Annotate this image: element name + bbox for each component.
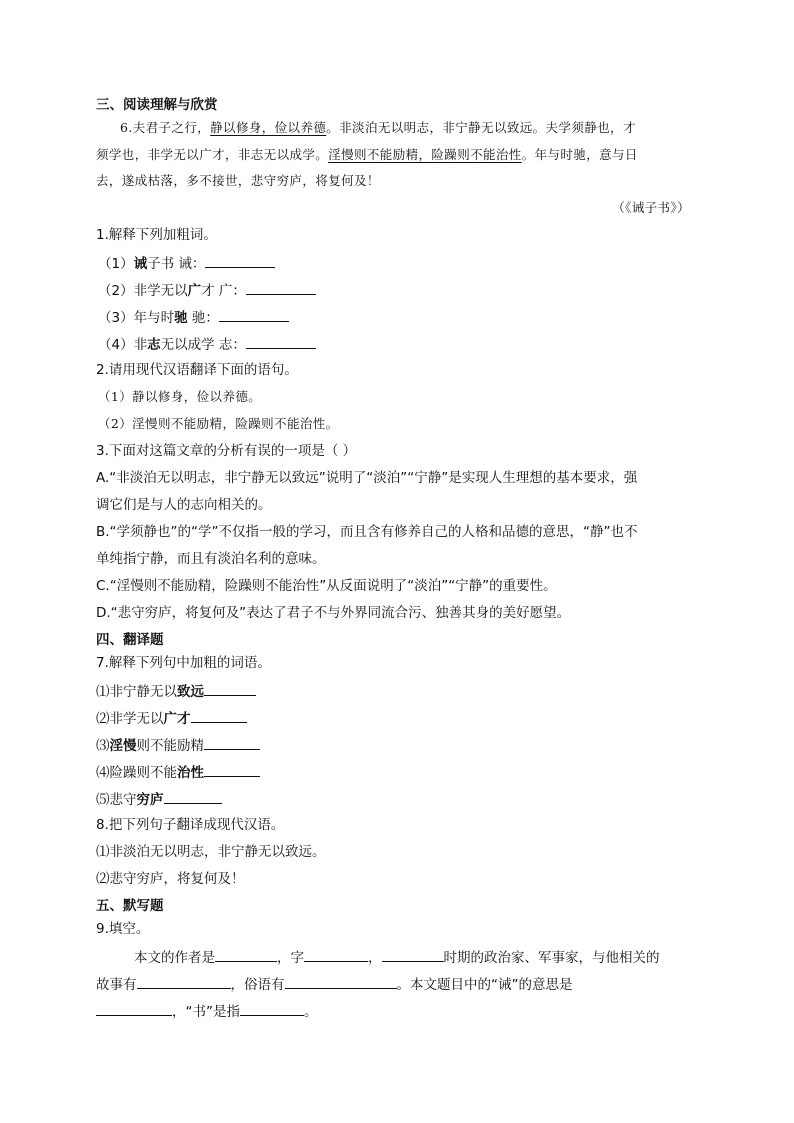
answer-blank[interactable] (137, 974, 231, 989)
fill-line-2 (96, 974, 573, 994)
answer-blank[interactable] (204, 681, 256, 696)
item-text: （1） (98, 256, 134, 272)
passage-line-3: 去，遂成枯落，多不接世，悲守穷庐，将复何及！ (96, 173, 380, 188)
fill-text: 。 (304, 1004, 318, 1020)
item-text: 才 广： (201, 283, 246, 299)
bold-word: 穷庐 (136, 792, 164, 808)
question-7-stem: 7.解释下列句中加粗的词语。 (96, 655, 271, 671)
item-text: 则不能励精 (136, 738, 204, 754)
answer-blank[interactable] (204, 762, 260, 777)
item-text: ⑴非宁静无以 (96, 684, 177, 700)
bold-word: 广 (187, 283, 202, 299)
answer-blank[interactable] (285, 974, 397, 989)
section-3-title: 三、阅读理解与欣赏 (96, 97, 218, 113)
question-2-sentence-2: （2）淫慢则不能励精，险躁则不能治性。 (98, 416, 339, 431)
passage-text: 6.夫君子之行， (120, 120, 211, 135)
question-2-stem: 2.请用现代汉语翻译下面的语句。 (96, 362, 298, 378)
answer-blank[interactable] (96, 1001, 172, 1016)
item-text: ⑸悲守 (96, 792, 137, 808)
fill-line-1 (134, 947, 660, 967)
question-7-item-3 (96, 735, 260, 755)
question-1-item-2 (98, 280, 316, 300)
option-b-line-2: 单纯指宁静，而且有淡泊名利的意味。 (96, 551, 326, 567)
fill-line-3 (96, 1001, 318, 1021)
passage-text: 。非淡泊无以明志，非宁静无以致远。夫学须静也，才 (326, 120, 636, 135)
fill-text: ，“书”是指 (172, 1004, 240, 1020)
answer-blank[interactable] (204, 735, 260, 750)
answer-blank[interactable] (191, 708, 247, 723)
answer-blank[interactable] (240, 1001, 304, 1016)
question-8-sentence-1: ⑴非淡泊无以明志，非宁静无以致远。 (96, 844, 326, 860)
bold-word: 诫 (133, 256, 148, 272)
underlined-phrase: 淫慢则不能励精，险躁则不能治性 (328, 147, 522, 162)
item-text: 驰： (187, 310, 219, 326)
item-text: ⑵非学无以 (96, 711, 164, 727)
section-5-title: 五、默写题 (96, 898, 164, 914)
bold-word: 广才 (163, 711, 191, 727)
option-a-line-1: A.“非淡泊无以明志，非宁静无以致远”说明了“淡泊”“宁静”是实现人生理想的基本要求，强 (96, 470, 638, 486)
question-7-item-2 (96, 708, 247, 728)
question-8-stem: 8.把下列句子翻译成现代汉语。 (96, 817, 285, 833)
item-text: 无以成学 志： (160, 337, 246, 353)
passage-text: 须学也，非学无以广才，非志无以成学。 (96, 147, 329, 162)
option-a-line-2: 调它们是与人的志向相关的。 (96, 497, 272, 513)
answer-blank[interactable] (304, 947, 368, 962)
answer-blank[interactable] (246, 280, 316, 295)
item-text: 子书 诫： (147, 256, 206, 272)
fill-text: ，俗语有 (230, 977, 285, 993)
bold-word: 驰 (174, 310, 188, 326)
question-8-sentence-2: ⑵悲守穷庐，将复何及！ (96, 871, 245, 887)
item-text: （3）年与时 (98, 310, 175, 326)
fill-text: 故事有 (96, 977, 137, 993)
question-2-sentence-1: （1）静以修身，俭以养德。 (98, 389, 262, 404)
question-3-stem: 3.下面对这篇文章的分析有误的一项是（ ） (96, 443, 357, 459)
bold-word: 致远 (177, 684, 204, 700)
option-c: C.“淫慢则不能励精，险躁则不能治性”从反面说明了“淡泊”“宁静”的重要性。 (96, 578, 557, 594)
item-text: （4）非 (98, 337, 148, 353)
question-1-item-4 (98, 334, 316, 354)
underlined-phrase: 静以修身，俭以养德 (210, 120, 327, 135)
fill-text: ， (368, 950, 382, 966)
passage-line-2 (96, 146, 638, 164)
bold-word: 治性 (177, 765, 204, 781)
fill-text: ，字 (277, 950, 304, 966)
passage-source: （《诫子书》） (612, 200, 690, 215)
question-1-item-3 (98, 307, 289, 327)
option-d: D.“悲守穷庐，将复何及”表达了君子不与外界同流合污、独善其身的美好愿望。 (96, 605, 571, 621)
item-text: ⑶ (96, 738, 110, 754)
question-7-item-1 (96, 681, 256, 701)
passage-line-1 (120, 119, 636, 137)
answer-blank[interactable] (215, 947, 277, 962)
section-4-title: 四、翻译题 (96, 632, 164, 648)
question-1-item-1 (98, 253, 275, 273)
option-b-line-1: B.“学须静也”的“学”不仅指一般的学习，而且含有修养自己的人格和品德的意思，“静”也不 (96, 524, 638, 540)
question-7-item-5 (96, 789, 222, 809)
bold-word: 淫慢 (109, 738, 137, 754)
question-7-item-4 (96, 762, 260, 782)
answer-blank[interactable] (246, 334, 316, 349)
answer-blank[interactable] (219, 307, 289, 322)
fill-text: 。本文题目中的“诫”的意思是 (396, 977, 573, 993)
fill-text: 本文的作者是 (134, 950, 215, 966)
item-text: （2）非学无以 (98, 283, 188, 299)
answer-blank[interactable] (382, 947, 444, 962)
question-9-stem: 9.填空。 (96, 921, 150, 937)
answer-blank[interactable] (164, 789, 222, 804)
passage-text: 。年与时驰，意与日 (521, 147, 638, 162)
answer-blank[interactable] (205, 253, 275, 268)
question-1-stem: 1.解释下列加粗词。 (96, 227, 217, 243)
item-text: ⑷险躁则不能 (96, 765, 177, 781)
bold-word: 志 (147, 337, 161, 353)
fill-text: 时期的政治家、军事家，与他相关的 (443, 950, 660, 966)
